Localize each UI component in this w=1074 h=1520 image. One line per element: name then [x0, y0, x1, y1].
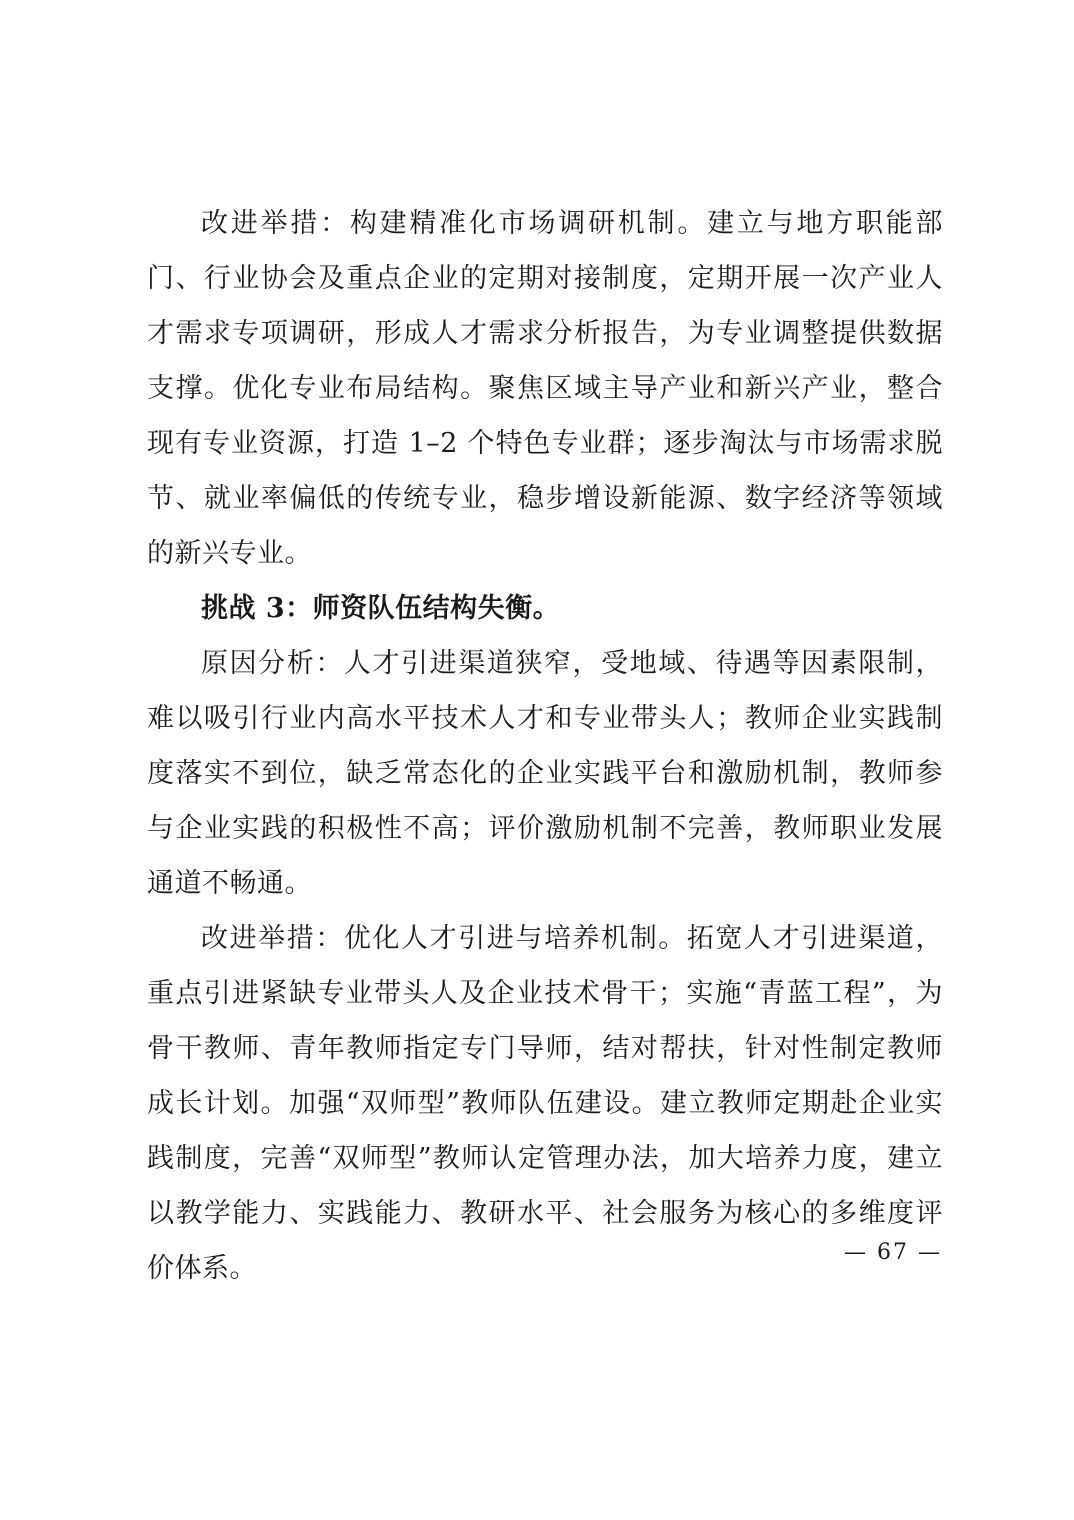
paragraph-improvement-measures-1: 改进举措：构建精准化市场调研机制。建立与地方职能部门、行业协会及重点企业的定期对接制度，定期开展一次产业人才需求专项调研，形成人才需求分析报告，为专业调整提供数据支撑。优化专业布局结构。聚焦区域主导产业和新兴产业，整合现有专业资源，打造 1–2 个特色专业群；逐步淘汰与市场需求脱节、就业率偏低的传统专业，稳步增设新能源、数字经济等领域的新兴专业。	[147, 208, 943, 569]
paragraph-cause-analysis: 原因分析：人才引进渠道狭窄，受地域、待遇等因素限制，难以吸引行业内高水平技术人才和专业带头人；教师企业实践制度落实不到位，缺乏常态化的企业实践平台和激励机制，教师参与企业实践的积极性不高；评价激励机制不完善，教师职业发展通道不畅通。	[147, 648, 943, 899]
paragraph-improvement-measures-2: 改进举措：优化人才引进与培养机制。拓宽人才引进渠道，重点引进紧缺专业带头人及企业技术骨干；实施“青蓝工程”，为骨干教师、青年教师指定专门导师，结对帮扶，针对性制定教师成长计划。加强“双师型”教师队伍建设。建立教师定期赴企业实践制度，完善“双师型”教师认定管理办法，加大培养力度，建立以教学能力、实践能力、教研水平、社会服务为核心的多维度评价体系。	[147, 923, 943, 1284]
challenge-3-heading: 挑战 3：师资队伍结构失衡。	[201, 593, 561, 624]
body-text	[147, 196, 943, 1296]
page-number: — 67 —	[844, 1240, 942, 1265]
